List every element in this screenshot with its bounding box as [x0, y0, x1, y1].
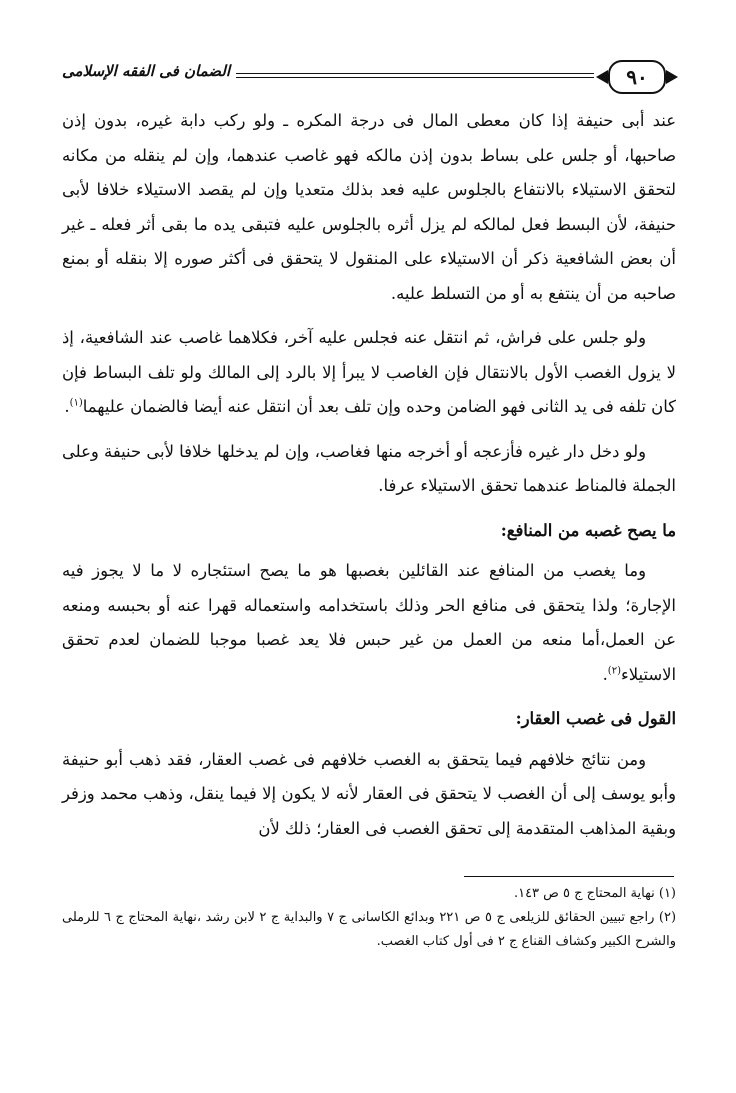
- subheading-usurpable-benefits: ما يصح غصبه من المنافع:: [500, 520, 676, 540]
- paragraph-3: ولو دخل دار غيره فأزعجه أو أخرجه منها فغاصب، وإن لم يدخلها خلافا لأبى حنيفة وعلى الجملة فالمناط عندهما تحقق الاستيلاء عرفا.: [62, 441, 676, 495]
- paragraph-4-end: .: [602, 664, 608, 684]
- main-text: [62, 104, 676, 856]
- page-number: ٩٠: [608, 60, 666, 94]
- paragraph-4: [62, 554, 676, 692]
- header-double-rule: [236, 73, 594, 78]
- paragraph-5: ومن نتائج خلافهم فيما يتحقق به الغصب خلافهم فى غصب العقار، فقد ذهب أبو حنيفة وأبو يوسف إلى أن الغصب لا يتحقق فى العقار لأنه لا يكون إلا فيما ينقل، وذهب محمد وزفر وبقية المذاهب المتقدمة إلى تحقق الغصب فى العقار؛ ذلك لأن: [62, 749, 676, 838]
- paragraph-4-text: وما يغصب من المنافع عند القائلين بغصبها هو ما يصح استئجاره لا ما لا يجوز فيه الإجارة؛ ولذا يتحقق فى منافع الحر وذلك باستخدامه واستعماله قهرا عنه أو بحبسه ومنعه عن العمل،أما منعه من العمل من غير حبس فلا يعد غصبا موجبا للضمان لعدم تحقق الاستيلاء: [62, 561, 676, 684]
- footnote-ref-1: (١): [69, 397, 83, 409]
- page-header: [58, 60, 678, 94]
- footnote-2: (٢) راجع تبيين الحقائق للزيلعى ج ٥ ص ٢٢١ وبدائع الكاسانى ج ٧ والبداية ج ٢ لابن رشد ،نهاية المحتاج ج ٦ للرملى والشرح الكبير وكشاف القناع ج ٢ فى أول كتاب الغصب.: [62, 910, 677, 949]
- footnotes: [62, 882, 676, 954]
- footnote-separator: [464, 876, 674, 877]
- paragraph-2-text: ولو جلس على فراش، ثم انتقل عنه فجلس عليه آخر، فكلاهما غاصب عند الشافعية، إذ لا يزول الغصب الأول بالانتقال فإن الغاصب لا يبرأ إلا بالرد إلى المالك ولو تلف البساط فإن كان تلفه فى يد الثانى فهو الضامن وحده وإن تلف بعد أن انتقل عنه أيضا فالضمان عليهما: [62, 328, 676, 416]
- footnote-1: (١) نهاية المحتاج ج ٥ ص ١٤٣.: [513, 886, 676, 901]
- paragraph-2: [62, 321, 676, 425]
- footnote-ref-2: (٢): [607, 665, 621, 677]
- running-title: الضمان فى الفقه الإسلامى: [61, 62, 231, 80]
- paragraph-1: عند أبى حنيفة إذا كان معطى المال فى درجة المكره ـ ولو ركب دابة غيره، بدون إذن صاحبها، أو جلس على بساط بدون إذن مالكه فهو غاصب عندهما، وإن لم ينقله من مكانه لتحقق الاستيلاء بالانتفاع بالجلوس عليه فعد بذلك متعديا وإن لم يقصد الاستيلاء خلافا لأبى حنيفة، لأن البسط فعل لمالكه لم يزل أثره بالجلوس عليه فتبقى يده ما بقى أثر فعله ـ غير أن بعض الشافعية ذكر أن الاستيلاء على المنقول لا يتحقق فى أكثر صوره إلا بنقله أو بمنع صاحبه من أن ينتفع به أو من التسلط عليه.: [62, 111, 676, 303]
- paragraph-2-end: .: [64, 397, 70, 416]
- subheading-real-estate: القول فى غصب العقار:: [515, 709, 676, 728]
